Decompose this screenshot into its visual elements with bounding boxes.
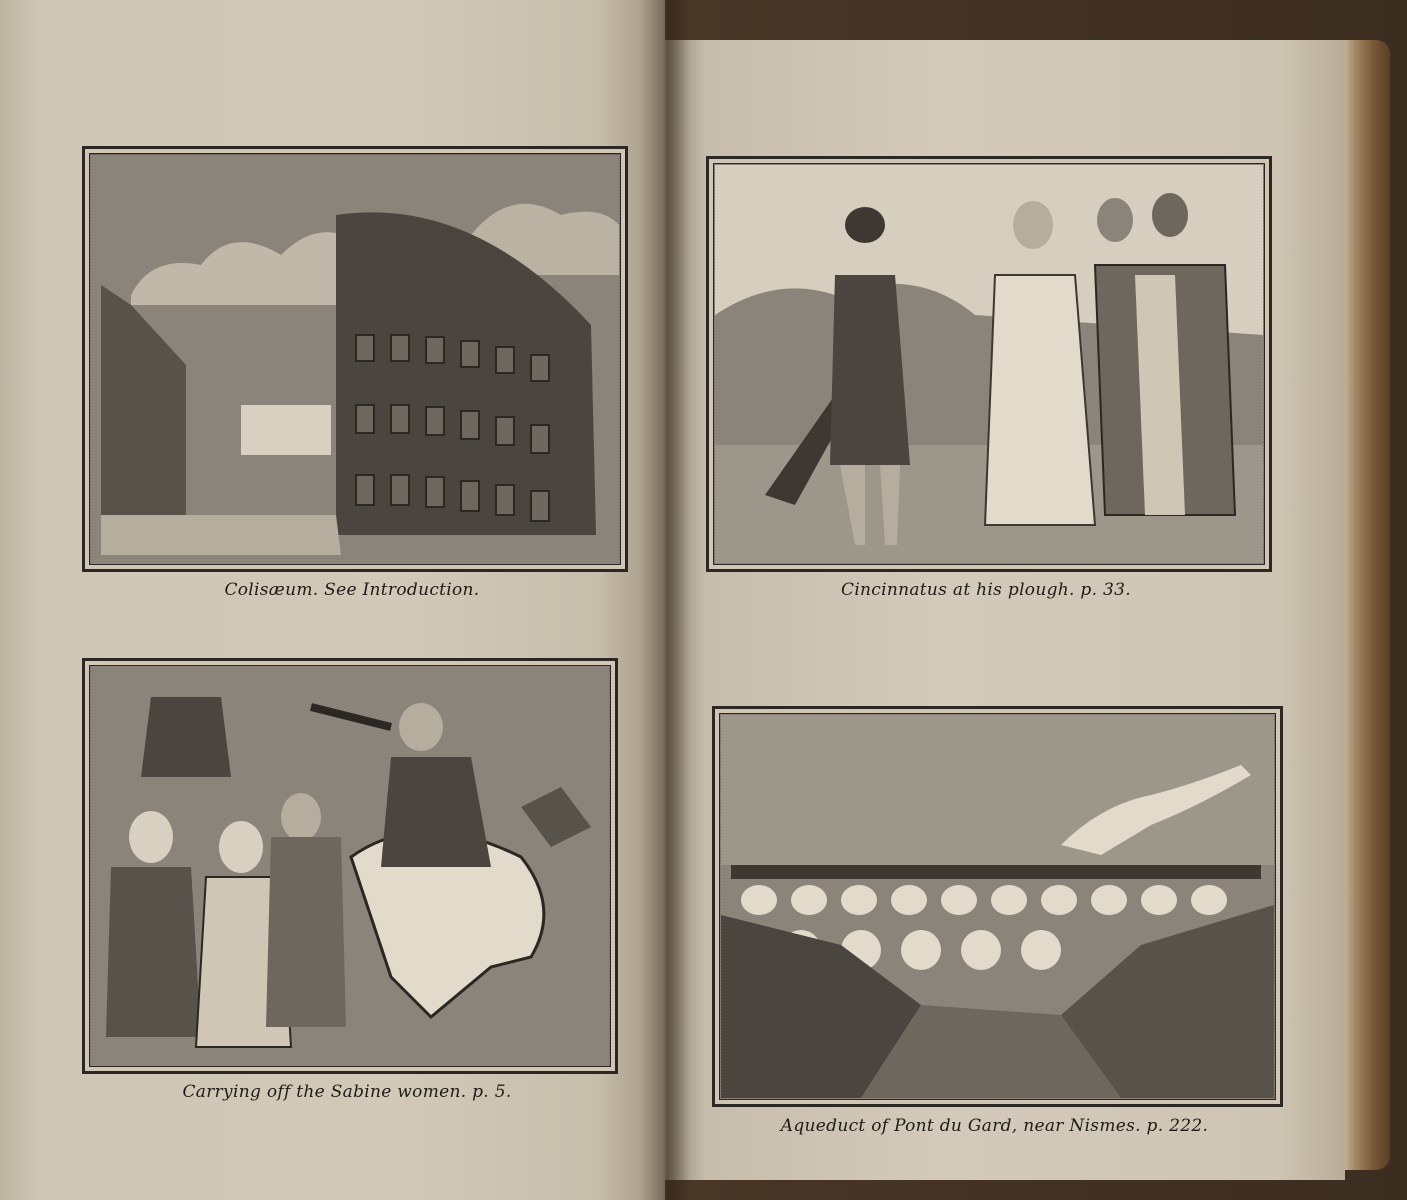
caption-cincinnatus: Cincinnatus at his plough. p. 33. [841,580,1131,600]
colosseum-engraving [82,146,628,572]
sabine-women-engraving [82,658,618,1074]
colosseum-illustration [91,155,619,563]
cincinnatus-engraving [706,156,1272,572]
caption-pont-du-gard: Aqueduct of Pont du Gard, near Nismes. p. 222. [780,1116,1209,1136]
caption-colosseum: Colisæum. See Introduction. [224,580,480,600]
book-gutter [640,0,690,1200]
sabine-women-illustration [91,667,609,1065]
cincinnatus-illustration [715,165,1263,563]
caption-sabine-women: Carrying off the Sabine women. p. 5. [182,1082,512,1102]
pont-du-gard-engraving [712,706,1283,1107]
pont-du-gard-illustration [721,715,1274,1098]
